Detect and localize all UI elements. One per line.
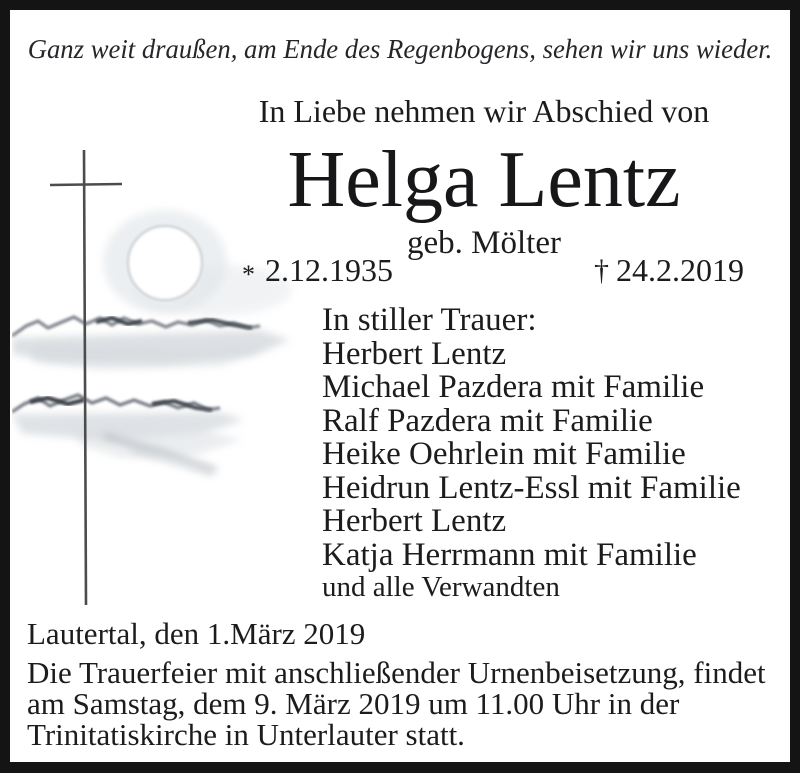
death-date-value: 24.2.2019 [616,252,744,288]
epigraph-quote: Ganz weit draußen, am Ende des Regenbogens, sehen wir uns wieder. [27,33,773,64]
mourning-heading: In stiller Trauer: [322,302,537,338]
mourning-closing: und alle Verwandten [322,571,560,603]
death-dagger-icon: † [594,254,609,287]
death-date [594,254,744,288]
mourner-name: Heike Oehrlein mit Familie [322,436,686,472]
birth-date [242,254,393,289]
cross-icon [50,150,122,605]
birth-star-icon: * [242,260,255,289]
dateline: Lautertal, den 1.März 2019 [27,616,366,651]
funeral-line: Die Trauerfeier mit anschließender Urnenbeisetzung, findet [27,655,766,690]
maiden-name: geb. Mölter [407,225,561,261]
mourner-name: Michael Pazdera mit Familie [322,369,705,405]
funeral-line: Trinitatiskirche in Unterlauter statt. [27,717,465,752]
mourner-name: Herbert Lentz [322,503,507,539]
mourner-name: Heidrun Lentz-Essl mit Familie [322,469,741,506]
funeral-line: am Samstag, dem 9. März 2019 um 11.00 Uhr in der [27,686,680,721]
funeral-info [27,657,787,750]
mourner-name: Ralf Pazdera mit Familie [322,402,653,439]
intro-text: In Liebe nehmen wir Abschied von [258,93,710,129]
mountains-icon [12,317,290,474]
mourner-name: Katja Herrmann mit Familie [322,536,697,573]
mourners-list [322,304,782,603]
mourner-name: Herbert Lentz [322,335,507,372]
deceased-name: Helga Lentz [287,136,681,224]
birth-date-value: 2.12.1935 [265,252,393,288]
